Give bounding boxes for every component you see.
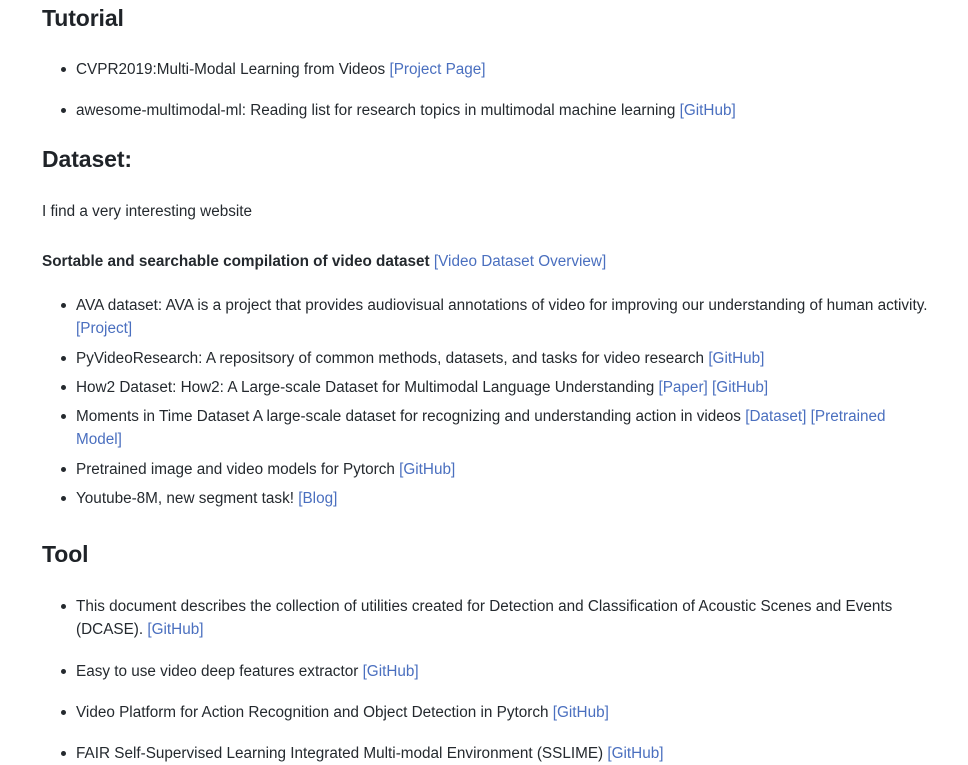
list-item xyxy=(76,294,928,341)
blog-link[interactable]: [Blog] xyxy=(298,489,338,507)
list-item-text: Pretrained image and video models for Pytorch xyxy=(76,460,400,478)
dataset-intro-text: I find a very interesting website xyxy=(42,203,253,221)
list-item-text: AVA dataset: AVA is a project that provides audiovisual annotations of video for improving our understanding of human activity. xyxy=(76,297,928,315)
list-item xyxy=(76,595,928,642)
github-link[interactable]: [GitHub] xyxy=(607,745,664,763)
list-item-text: How2 Dataset: How2: A Large-scale Dataset for Multimodal Language Understanding xyxy=(76,378,659,396)
list-item xyxy=(76,742,928,765)
list-item-text: awesome-multimodal-ml: Reading list for research topics in multimodal machine learning xyxy=(76,102,680,120)
pretrained-model-link[interactable]: [Pretrained Model] xyxy=(76,408,886,449)
github-link[interactable]: [GitHub] xyxy=(552,703,609,721)
tutorial-list xyxy=(42,34,928,123)
tool-list xyxy=(42,570,928,765)
list-item xyxy=(76,405,928,452)
list-item xyxy=(76,487,928,510)
list-item-text: This document describes the collection of utilities created for Detection and Classification of Acoustic Scenes and Events (DCASE). xyxy=(76,598,893,639)
github-link[interactable]: [GitHub] xyxy=(362,662,419,680)
list-item xyxy=(76,701,928,724)
page-title-dataset: Dataset: xyxy=(42,146,132,173)
list-item-text: Easy to use video deep features extractor xyxy=(76,662,363,680)
list-item xyxy=(76,347,928,370)
github-link[interactable]: [GitHub] xyxy=(712,378,769,396)
dataset-link[interactable]: [Dataset] xyxy=(745,408,807,426)
list-item-text: Youtube-8M, new segment task! xyxy=(76,489,299,507)
page-title-tool: Tool xyxy=(42,541,89,568)
list-item-text: CVPR2019:Multi-Modal Learning from Videos xyxy=(76,60,390,78)
sortable-compilation-label: Sortable and searchable compilation of video dataset xyxy=(42,253,434,271)
list-item xyxy=(76,376,928,399)
github-link[interactable]: [GitHub] xyxy=(399,460,456,478)
list-item xyxy=(76,58,928,81)
dataset-list xyxy=(42,274,928,510)
github-link[interactable]: [GitHub] xyxy=(147,621,204,639)
github-link[interactable]: [GitHub] xyxy=(708,349,765,367)
sortable-compilation-line xyxy=(42,224,928,274)
video-dataset-overview-link[interactable]: [Video Dataset Overview] xyxy=(433,253,607,271)
list-item xyxy=(76,99,928,122)
list-item xyxy=(76,660,928,683)
page-title-tutorial: Tutorial xyxy=(42,5,124,31)
project-page-link[interactable]: [Project Page] xyxy=(389,60,486,78)
list-item xyxy=(76,458,928,481)
list-item-text: Moments in Time Dataset A large-scale dataset for recognizing and understanding action in videos xyxy=(76,408,746,426)
list-item-text: FAIR Self-Supervised Learning Integrated Multi-modal Environment (SSLIME) xyxy=(76,745,608,763)
list-item-text: PyVideoResearch: A repositsory of common methods, datasets, and tasks for video research xyxy=(76,349,709,367)
project-link[interactable]: [Project] xyxy=(76,320,133,338)
paper-link[interactable]: [Paper] xyxy=(658,378,708,396)
github-link[interactable]: [GitHub] xyxy=(679,102,736,120)
list-item-text: Video Platform for Action Recognition and Object Detection in Pytorch xyxy=(76,703,553,721)
